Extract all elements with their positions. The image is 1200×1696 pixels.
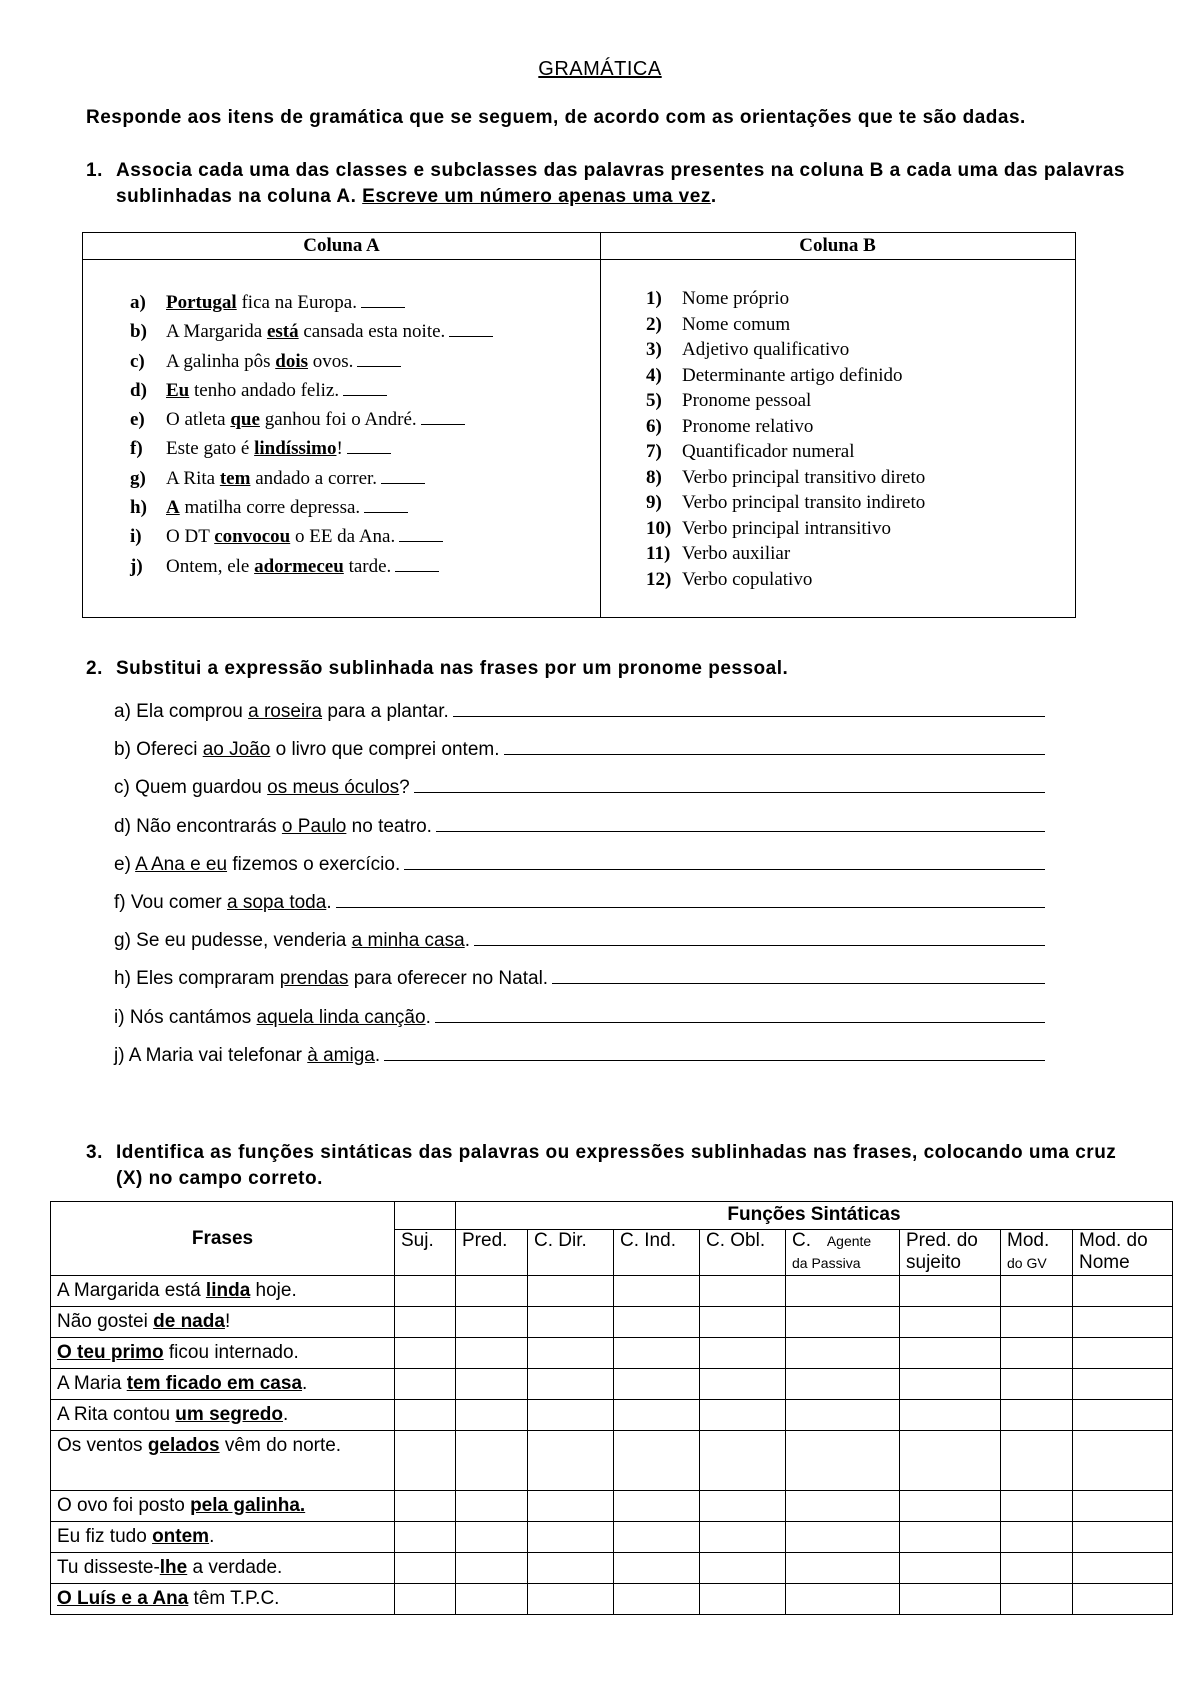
- page-title: GRAMÁTICA: [538, 58, 662, 80]
- answer-cell[interactable]: [900, 1276, 1001, 1307]
- sentence-cell: O ovo foi posto pela galinha.: [51, 1491, 395, 1522]
- answer-cell[interactable]: [614, 1491, 700, 1522]
- answer-cell[interactable]: [900, 1431, 1001, 1491]
- answer-cell[interactable]: [456, 1522, 528, 1553]
- answer-cell[interactable]: [614, 1369, 700, 1400]
- underlined-expression: os meus óculos: [267, 777, 400, 799]
- answer-cell[interactable]: [786, 1584, 900, 1615]
- answer-cell[interactable]: [786, 1553, 900, 1584]
- underlined-expression: ao João: [202, 739, 271, 761]
- answer-blank[interactable]: [381, 467, 425, 484]
- answer-cell[interactable]: [1001, 1584, 1073, 1615]
- answer-line[interactable]: [414, 776, 1045, 793]
- answer-cell[interactable]: [456, 1276, 528, 1307]
- underlined-expression: à amiga: [307, 1044, 375, 1066]
- answer-cell[interactable]: [786, 1491, 900, 1522]
- header-cind: C. Ind.: [614, 1230, 700, 1276]
- answer-cell[interactable]: [1001, 1400, 1073, 1431]
- header-agente-passiva: C. Agente da Passiva: [786, 1230, 900, 1276]
- column-a-item: i) O DT convocou o EE da Ana.: [130, 525, 493, 554]
- answer-cell[interactable]: [700, 1491, 786, 1522]
- sentence-cell: Não gostei de nada!: [51, 1307, 395, 1338]
- answer-cell[interactable]: [528, 1338, 614, 1369]
- answer-cell[interactable]: [395, 1400, 456, 1431]
- answer-cell[interactable]: [700, 1522, 786, 1553]
- underlined-word: está: [266, 321, 299, 343]
- answer-cell[interactable]: [528, 1522, 614, 1553]
- answer-cell[interactable]: [528, 1307, 614, 1338]
- header-mod-gv: Mod. do GV: [1001, 1230, 1073, 1276]
- header-pred-sujeito: Pred. do sujeito: [900, 1230, 1001, 1276]
- column-a-item: g) A Rita tem andado a correr.: [130, 467, 493, 496]
- answer-line[interactable]: [436, 815, 1045, 832]
- column-b-item: 11) Verbo auxiliar: [646, 543, 791, 564]
- answer-cell[interactable]: [900, 1584, 1001, 1615]
- exercise-item: j) A Maria vai telefonar à amiga.: [114, 1044, 1045, 1082]
- answer-blank[interactable]: [364, 496, 408, 513]
- answer-cell[interactable]: [528, 1369, 614, 1400]
- answer-cell[interactable]: [1001, 1338, 1073, 1369]
- answer-cell[interactable]: [1073, 1584, 1173, 1615]
- sentence-cell: O teu primo ficou internado.: [51, 1338, 395, 1369]
- underlined-expression: de nada: [153, 1311, 225, 1332]
- answer-cell[interactable]: [528, 1584, 614, 1615]
- column-b-item: 4) Determinante artigo definido: [646, 364, 903, 386]
- underlined-expression: a roseira: [248, 701, 323, 722]
- sentence-cell: A Margarida está linda hoje.: [51, 1276, 395, 1307]
- answer-cell[interactable]: [900, 1553, 1001, 1584]
- answer-line[interactable]: [404, 853, 1045, 870]
- underlined-expression: A Ana e eu: [135, 853, 228, 875]
- exercise-item: g) Se eu pudesse, venderia a minha casa.: [114, 929, 1045, 967]
- underlined-word: tem: [219, 467, 251, 489]
- answer-blank[interactable]: [343, 379, 387, 396]
- table-row: [51, 1522, 1173, 1553]
- exercise-item: e) A Ana e eu fizemos o exercício.: [114, 853, 1045, 891]
- question-number: 2.: [86, 658, 103, 679]
- question-text: Substitui a expressão sublinhada nas frases por um pronome pessoal.: [116, 658, 789, 679]
- table-row: [51, 1491, 1173, 1522]
- answer-cell[interactable]: [395, 1369, 456, 1400]
- question-2: [86, 656, 1136, 682]
- question-number: 3.: [86, 1142, 103, 1163]
- answer-cell[interactable]: [700, 1400, 786, 1431]
- exercise-item: d) Não encontrarás o Paulo no teatro.: [114, 815, 1045, 853]
- column-a-item: d) Eu tenho andado feliz.: [130, 379, 493, 408]
- answer-cell[interactable]: [786, 1307, 900, 1338]
- sentence-cell: A Maria tem ficado em casa.: [51, 1369, 395, 1400]
- answer-cell[interactable]: [786, 1400, 900, 1431]
- answer-cell[interactable]: [900, 1400, 1001, 1431]
- column-b-item: 5) Pronome pessoal: [646, 390, 812, 411]
- instructions: Responde aos itens de gramática que se seguem, de acordo com as orientações que te são dadas.: [86, 107, 1026, 128]
- answer-blank[interactable]: [449, 320, 493, 337]
- pronoun-exercise-list: [114, 700, 1045, 1082]
- table-row: [51, 1369, 1173, 1400]
- answer-cell[interactable]: [614, 1522, 700, 1553]
- answer-blank[interactable]: [395, 555, 439, 572]
- underlined-expression: a sopa toda: [227, 891, 327, 913]
- underlined-expression: a minha casa: [351, 930, 465, 952]
- answer-cell[interactable]: [700, 1276, 786, 1307]
- column-a-item: a) Portugal fica na Europa.: [130, 291, 493, 320]
- answer-cell[interactable]: [1073, 1522, 1173, 1553]
- question-text: Associa cada uma das classes e subclasses das palavras presentes na coluna B a cada uma das palavras sublinhadas na coluna A. Escreve um número apenas uma vez.: [116, 160, 1125, 207]
- header-pred: Pred.: [456, 1230, 528, 1276]
- answer-cell[interactable]: [614, 1584, 700, 1615]
- underlined-expression: O Luís e a Ana: [57, 1588, 189, 1609]
- underlined-expression: prendas: [279, 968, 349, 990]
- answer-cell[interactable]: [700, 1431, 786, 1491]
- column-a-header: Coluna A: [303, 235, 380, 256]
- column-b-item: 3) Adjetivo qualificativo: [646, 339, 850, 360]
- answer-cell[interactable]: [395, 1553, 456, 1584]
- underlined-expression: linda: [205, 1280, 251, 1301]
- column-b-item: 1) Nome próprio: [646, 288, 790, 309]
- column-b-header: Coluna B: [799, 235, 876, 256]
- answer-cell[interactable]: [786, 1522, 900, 1553]
- underlined-expression: ontem: [152, 1526, 210, 1547]
- answer-cell[interactable]: [700, 1553, 786, 1584]
- header-cdir: C. Dir.: [528, 1230, 614, 1276]
- answer-cell[interactable]: [1073, 1338, 1173, 1369]
- answer-cell[interactable]: [614, 1276, 700, 1307]
- answer-cell[interactable]: [614, 1431, 700, 1491]
- underlined-word: A: [166, 497, 180, 519]
- answer-cell[interactable]: [1073, 1307, 1173, 1338]
- underlined-expression: um segredo: [175, 1404, 283, 1425]
- exercise-item: a) Ela comprou a roseira para a plantar.: [114, 700, 1045, 738]
- underlined-word: que: [230, 409, 260, 431]
- answer-line[interactable]: [336, 891, 1045, 908]
- answer-line[interactable]: [552, 967, 1045, 984]
- underlined-word: adormeceu: [254, 555, 344, 577]
- answer-line[interactable]: [504, 738, 1046, 755]
- answer-cell[interactable]: [456, 1584, 528, 1615]
- answer-cell[interactable]: [900, 1522, 1001, 1553]
- answer-cell[interactable]: [1073, 1276, 1173, 1307]
- exercise-item: i) Nós cantámos aquela linda canção.: [114, 1006, 1045, 1044]
- underlined-expression: o Paulo: [281, 815, 347, 837]
- answer-line[interactable]: [435, 1006, 1045, 1023]
- sentence-cell: Tu disseste-lhe a verdade.: [51, 1553, 395, 1584]
- header-funcoes: Funções Sintáticas: [456, 1202, 1173, 1230]
- column-a-item: b) A Margarida está cansada esta noite.: [130, 320, 493, 349]
- answer-cell[interactable]: [1001, 1491, 1073, 1522]
- answer-line[interactable]: [474, 929, 1045, 946]
- column-a-item: h) A matilha corre depressa.: [130, 496, 493, 525]
- matching-table: [82, 232, 1076, 618]
- answer-cell[interactable]: [395, 1522, 456, 1553]
- column-a-item: e) O atleta que ganhou foi o André.: [130, 408, 493, 437]
- answer-cell[interactable]: [700, 1307, 786, 1338]
- table-row: [51, 1400, 1173, 1431]
- underlined-word: Eu: [166, 379, 190, 401]
- table-row: [51, 1553, 1173, 1584]
- answer-cell[interactable]: [1073, 1400, 1173, 1431]
- answer-cell[interactable]: [786, 1369, 900, 1400]
- column-b-item: 12) Verbo copulativo: [646, 568, 813, 590]
- answer-blank[interactable]: [357, 350, 401, 367]
- sentence-cell: O Luís e a Ana têm T.P.C.: [51, 1584, 395, 1615]
- question-3: [86, 1140, 1136, 1192]
- answer-cell[interactable]: [1001, 1553, 1073, 1584]
- underlined-expression: lhe: [159, 1557, 188, 1578]
- answer-cell[interactable]: [395, 1338, 456, 1369]
- column-b-item: 2) Nome comum: [646, 313, 791, 335]
- sentence-cell: A Rita contou um segredo.: [51, 1400, 395, 1431]
- answer-line[interactable]: [384, 1044, 1045, 1061]
- answer-cell[interactable]: [456, 1338, 528, 1369]
- answer-cell[interactable]: [528, 1400, 614, 1431]
- answer-cell[interactable]: [614, 1400, 700, 1431]
- answer-cell[interactable]: [1001, 1307, 1073, 1338]
- answer-blank[interactable]: [421, 408, 465, 425]
- answer-cell[interactable]: [456, 1369, 528, 1400]
- answer-cell[interactable]: [528, 1491, 614, 1522]
- answer-cell[interactable]: [456, 1553, 528, 1584]
- answer-blank[interactable]: [361, 291, 405, 308]
- answer-cell[interactable]: [614, 1553, 700, 1584]
- underlined-word: convocou: [214, 526, 291, 548]
- answer-cell[interactable]: [456, 1307, 528, 1338]
- answer-cell[interactable]: [1073, 1431, 1173, 1491]
- column-b-item: 6) Pronome relativo: [646, 415, 814, 437]
- answer-cell[interactable]: [614, 1307, 700, 1338]
- header-frases: Frases: [51, 1202, 395, 1276]
- column-a-item: c) A galinha pôs dois ovos.: [130, 350, 493, 379]
- answer-cell[interactable]: [456, 1400, 528, 1431]
- answer-cell[interactable]: [528, 1553, 614, 1584]
- answer-cell[interactable]: [528, 1276, 614, 1307]
- underlined-word: dois: [275, 350, 308, 372]
- answer-line[interactable]: [453, 700, 1045, 717]
- answer-cell[interactable]: [395, 1491, 456, 1522]
- underlined-word: Portugal: [166, 292, 237, 313]
- question-text: Identifica as funções sintáticas das palavras ou expressões sublinhadas nas frases, colocando uma cruz (X) no campo correto.: [116, 1142, 1117, 1189]
- answer-cell[interactable]: [1001, 1522, 1073, 1553]
- answer-cell[interactable]: [395, 1307, 456, 1338]
- underlined-expression: O teu primo: [57, 1342, 164, 1363]
- answer-cell[interactable]: [614, 1338, 700, 1369]
- column-b-item: 10) Verbo principal intransitivo: [646, 517, 891, 539]
- underlined-expression: gelados: [147, 1435, 220, 1456]
- answer-cell[interactable]: [786, 1431, 900, 1491]
- answer-cell[interactable]: [1001, 1431, 1073, 1491]
- underlined-expression: pela galinha.: [190, 1495, 306, 1516]
- answer-cell[interactable]: [1073, 1491, 1173, 1522]
- exercise-item: c) Quem guardou os meus óculos?: [114, 776, 1045, 814]
- column-a-item: f) Este gato é lindíssimo!: [130, 437, 493, 466]
- exercise-item: f) Vou comer a sopa toda.: [114, 891, 1045, 929]
- answer-cell[interactable]: [1001, 1369, 1073, 1400]
- answer-cell[interactable]: [900, 1491, 1001, 1522]
- sentence-cell: Eu fiz tudo ontem.: [51, 1522, 395, 1553]
- answer-cell[interactable]: [900, 1338, 1001, 1369]
- answer-cell[interactable]: [1073, 1553, 1173, 1584]
- question-number: 1.: [86, 160, 103, 181]
- exercise-item: h) Eles compraram prendas para oferecer no Natal.: [114, 967, 1045, 1005]
- answer-cell[interactable]: [786, 1338, 900, 1369]
- answer-cell[interactable]: [395, 1431, 456, 1491]
- header-suj: Suj.: [395, 1230, 456, 1276]
- answer-cell[interactable]: [900, 1307, 1001, 1338]
- answer-cell[interactable]: [1001, 1276, 1073, 1307]
- answer-cell[interactable]: [700, 1584, 786, 1615]
- question-1: [86, 158, 1136, 210]
- table-row: [51, 1431, 1173, 1491]
- table-row: [51, 1276, 1173, 1307]
- answer-cell[interactable]: [456, 1431, 528, 1491]
- header-mod-nome: Mod. do Nome: [1073, 1230, 1173, 1276]
- answer-cell[interactable]: [395, 1584, 456, 1615]
- header-cobl: C. Obl.: [700, 1230, 786, 1276]
- answer-cell[interactable]: [456, 1491, 528, 1522]
- header-blank: [395, 1202, 456, 1230]
- column-b-list: [646, 288, 925, 594]
- answer-cell[interactable]: [700, 1338, 786, 1369]
- exercise-item: b) Ofereci ao João o livro que comprei ontem.: [114, 738, 1045, 776]
- column-a-item: j) Ontem, ele adormeceu tarde.: [130, 555, 493, 584]
- syntactic-functions-table: [50, 1201, 1173, 1615]
- table-row: [51, 1338, 1173, 1369]
- answer-cell[interactable]: [786, 1276, 900, 1307]
- column-a-list: [130, 291, 493, 584]
- underlined-expression: tem ficado em casa: [126, 1373, 303, 1394]
- answer-cell[interactable]: [900, 1369, 1001, 1400]
- underlined-word: lindíssimo: [254, 438, 337, 460]
- answer-cell[interactable]: [395, 1276, 456, 1307]
- sentence-cell: Os ventos gelados vêm do norte.: [51, 1431, 395, 1491]
- answer-blank[interactable]: [347, 437, 391, 454]
- column-b-item: 7) Quantificador numeral: [646, 441, 855, 462]
- table-row: [51, 1584, 1173, 1615]
- answer-cell[interactable]: [528, 1431, 614, 1491]
- answer-cell[interactable]: [700, 1369, 786, 1400]
- answer-blank[interactable]: [399, 525, 443, 542]
- column-b-item: 8) Verbo principal transitivo direto: [646, 466, 926, 488]
- table-row: [51, 1307, 1173, 1338]
- underlined-expression: aquela linda canção: [256, 1006, 426, 1028]
- column-b-item: 9) Verbo principal transito indireto: [646, 492, 926, 513]
- underlined-instruction: Escreve um número apenas uma vez: [362, 186, 711, 207]
- answer-cell[interactable]: [1073, 1369, 1173, 1400]
